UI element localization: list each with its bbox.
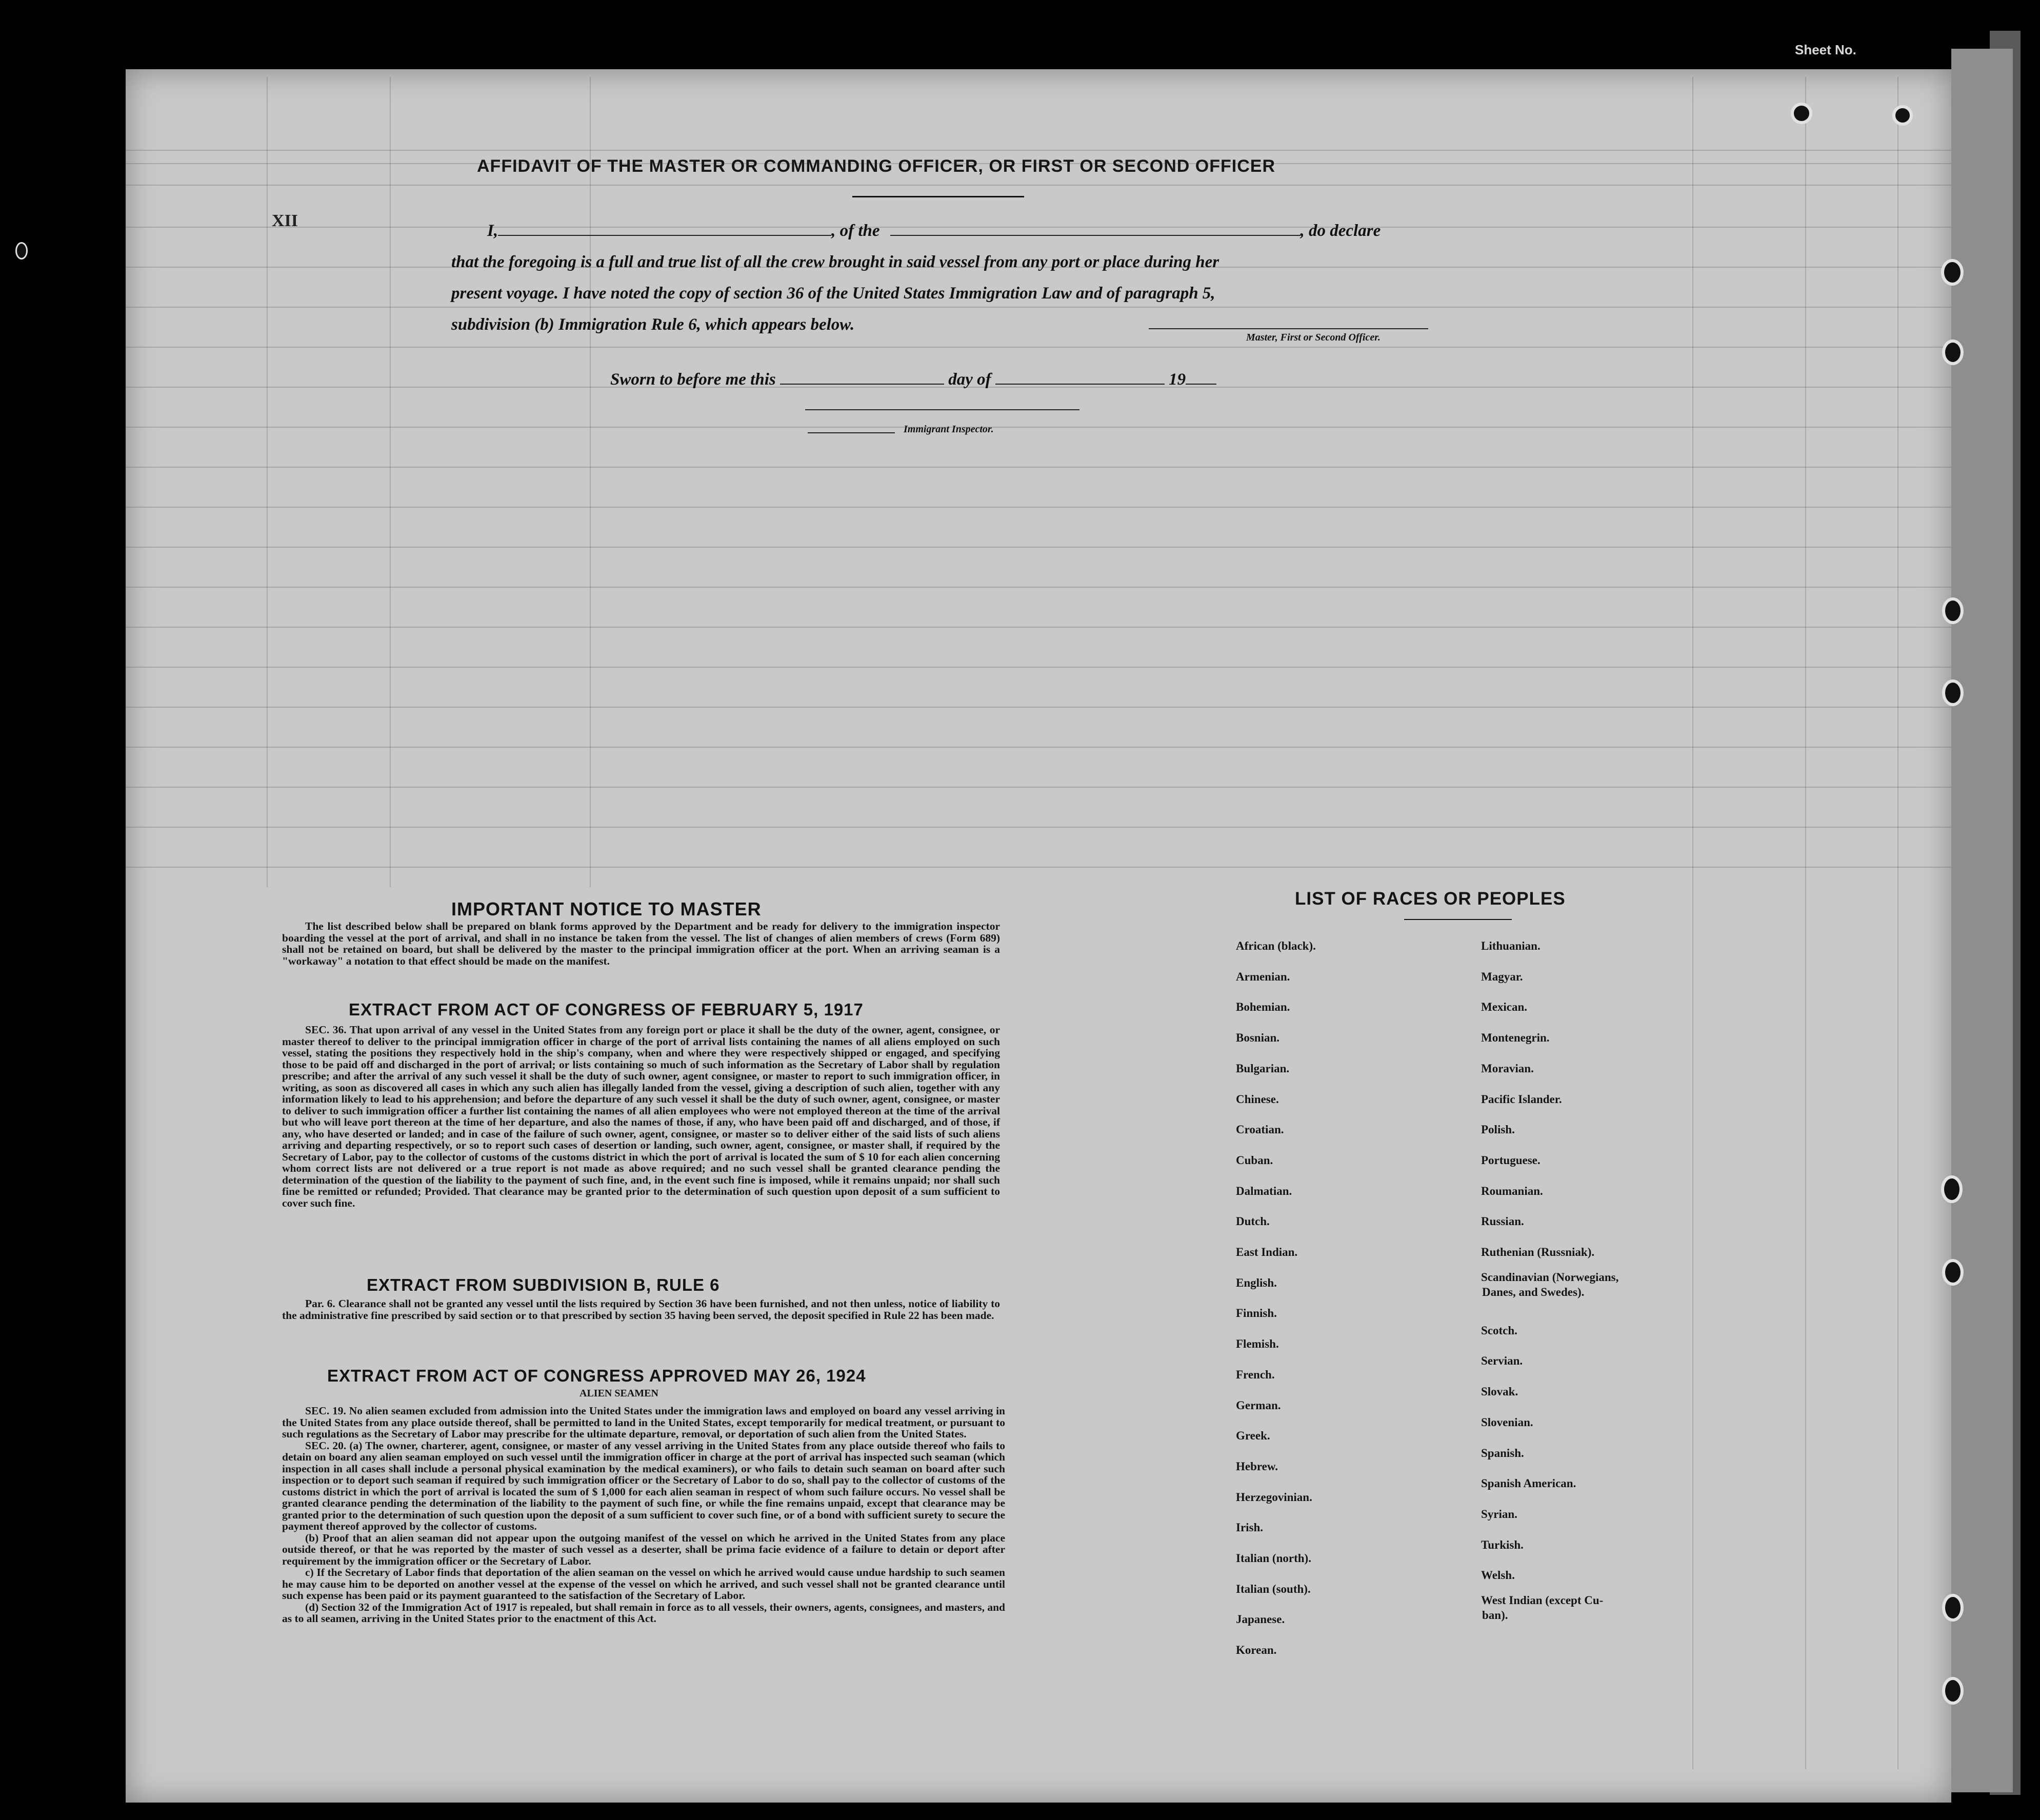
race-item: Magyar. [1481,970,1523,983]
races-right-column [1481,931,1618,1624]
race-item: Pacific Islander. [1481,1092,1562,1106]
race-item: Italian (south). [1236,1582,1311,1595]
paragraph-6-text: Par. 6. Clearance shall not be granted any vessel until the lists required by Section 36 have been furnished, and not then unless, notice of liability to the administrative fine prescribed by said section or to that prescribed by section 35 having been served, the deposit specified in Rule 22 has been made. [282,1297,1000,1322]
race-item: Polish. [1481,1123,1515,1136]
section-20c-paragraph: c) If the Secretary of Labor finds that deportation of the alien seaman on the vessel on which he arrived would cause undue hardship to such seamen he may cause him to be deported on another vessel at the expense of the vessel on which he arrived, and such vessel shall not be granted clearance until such expense has been paid or its payment guaranteed to the satisfaction of the Secretary of Labor. [282,1566,1005,1602]
punch-hole [1942,597,1964,624]
race-item: Lithuanian. [1481,939,1541,952]
bleed-through-rule [126,347,1951,348]
extract-rule6-body [282,1298,1000,1321]
punch-hole [1892,105,1913,126]
race-item: Moravian. [1481,1062,1534,1075]
sworn-day-of: day of [948,370,991,389]
notice-body [282,921,1000,967]
race-item-line: West Indian (except Cu- [1481,1594,1604,1607]
bleed-through-rule [126,507,1951,508]
affidavit-line-4: subdivision (b) Immigration Rule 6, which appears below. [451,315,855,334]
alien-seamen-subtitle: ALIEN SEAMEN [579,1388,658,1399]
punch-hole [1942,1259,1964,1286]
race-item: German. [1236,1398,1281,1412]
race-item: Roumanian. [1481,1184,1543,1197]
affidavit-title: AFFIDAVIT OF THE MASTER OR COMMANDING OFFICER, OR FIRST OR SECOND OFFICER [477,156,1275,176]
race-item: Syrian. [1481,1507,1517,1521]
race-item: Hebrew. [1236,1459,1278,1473]
race-item: English. [1236,1276,1277,1289]
sworn-statement [610,370,1216,389]
sworn-day-blank [780,373,944,385]
sheet-number-label: Sheet No. [1795,42,1856,57]
race-item: Slovak. [1481,1385,1518,1398]
section-20a-paragraph: SEC. 20. (a) The owner, charterer, agent, consignee, or master of any vessel arriving in the United States from any place outside thereof who fails to detain on board any alien seaman employed on such vessel until the immigration officer in charge at the port of arrival has inspected such seaman (which inspection in all cases shall include a personal physical examination by the medical examiners), or who fails to detain such seaman on board after such inspection or to deport such seaman if required by such immigration officer or the Secretary of Labor to do so, shall pay to the collector of customs of the customs district in which the port of arrival is located the sum of $ 1,000 for each alien seaman in respect of whom such failure occurs. No vessel shall be granted clearance pending the determination of the liability to the payment of such fine, or while the fine remains unpaid, except that clearance may be granted prior to the determination of such question upon the deposit of a sum sufficient to cover such fine, or of a bond with sufficient surety to secure the payment thereof approved by the collector of customs. [282,1439,1005,1532]
bleed-through-column-rule [1897,77,1898,1769]
punch-hole [1942,1677,1964,1705]
signature-label: Master, First or Second Officer. [1246,332,1381,343]
extract-1924-title: EXTRACT FROM ACT OF CONGRESS APPROVED MAY 26, 1924 [327,1366,866,1385]
race-item: Mexican. [1481,1001,1528,1014]
margin-handwritten-mark: XII [272,211,298,230]
bleed-through-rule [126,787,1951,788]
race-item: Dalmatian. [1236,1184,1292,1197]
race-item: Chinese. [1236,1092,1279,1106]
bleed-through-column-rule [390,77,391,887]
section-20b-paragraph: (b) Proof that an alien seaman did not appear upon the outgoing manifest of the vessel on which he arrived in the United States from any place outside thereof, or that he was reported by the master of such vessel as a deserter, shall be prima facie evidence of a failure to detain or deport after requirement by the immigration officer or the Secretary of Labor. [282,1531,1005,1567]
bleed-through-column-rule [1692,77,1693,1769]
punch-hole [1941,1175,1963,1203]
race-item-line: Danes, and Swedes). [1482,1285,1585,1298]
race-item: African (black). [1236,939,1316,952]
bleed-through-rule [126,867,1951,868]
section-20d-paragraph: (d) Section 32 of the Immigration Act of 1917 is repealed, but shall remain in force as to all vessels, their owners, agents, consignees, and masters, and as to all seamen, arriving in the United States prior to the enactment of this Act. [282,1601,1005,1625]
bleed-through-column-rule [267,77,268,887]
bleed-through-rule [126,667,1951,668]
section-36-paragraph: SEC. 36. That upon arrival of any vessel in the United States from any foreign port or place it shall be the duty of the owner, agent, consignee, or master thereof to deliver to the principal immigration officer in charge of the port of arrival lists containing the names of all aliens employed on such vessel, stating the positions they respectively hold in the ship's company, when and where they were respectively shipped or engaged, and specifying those to be paid off and discharged in the port of arrival; or lists containing so much of such information as the Secretary of Labor shall by regulation prescribe; and after the arrival of any such vessel it shall be the duty of such owner, agent consignee, or master to report to such immigration officer, in writing, as soon as discovered all cases in which any such alien has illegally landed from the vessel, giving a description of such alien, together with any information likely to lead to his apprehension; and before the departure of any such vessel it shall be the duty of such owner, agent, consignee, or master to deliver to such immigration officer a further list containing the names of all alien employees who were not employed thereon at the time of the arrival but who will leave port thereon at the time of her departure, and also the names of those, if any, who have been paid off and discharged, and of those, if any, who have deserted or landed; and in case of the failure of such owner, agent, consignee, or master so to deliver either of the said lists of such aliens arriving and departing respectively, or so to report such cases of desertion or landing, such owner, agent, consignee, or master shall, if required by the Secretary of Labor, pay to the collector of customs of the customs district in which the port of arrival is located the sum of $ 10 for each alien concerning whom correct lists are not delivered or a true report is not made as above required; and no such vessel shall be granted clearance pending the determination of the question of the liability to the payment of such fine, and, in the event such fine is imposed, while it remains unpaid; nor shall such fine be remitted or refunded; Provided. That clearance may be granted prior to the determination of such question upon deposit of a sum sufficient to cover such fine. [282,1024,1000,1209]
race-item: Italian (north). [1236,1552,1311,1565]
extract-1917-title: EXTRACT FROM ACT OF CONGRESS OF FEBRUARY 5, 1917 [349,1000,864,1019]
bleed-through-rule [126,467,1951,468]
bleed-through-rule [126,707,1951,708]
punch-hole [15,242,28,259]
race-item: Croatian. [1236,1123,1284,1136]
punch-hole [1941,259,1964,286]
race-item: Spanish American. [1481,1477,1576,1490]
bleed-through-rule [126,547,1951,548]
notice-title: IMPORTANT NOTICE TO MASTER [451,898,762,919]
sworn-year: 19 [1169,370,1186,389]
races-left-column [1236,931,1316,1666]
extract-1917-body [282,1024,1000,1209]
bleed-through-rule [126,185,1951,186]
vessel-name-blank [890,223,1301,236]
race-item: French. [1236,1368,1275,1381]
race-item: East Indian. [1236,1246,1298,1259]
race-item: Herzegovinian. [1236,1490,1312,1504]
race-item: Finnish. [1236,1307,1277,1320]
race-item-line: ban). [1482,1609,1508,1622]
underlying-page-edge [1951,49,2013,1792]
race-item: Scotch. [1481,1324,1517,1337]
affidavit-line-1 [451,215,1446,247]
punch-hole [1942,339,1964,365]
race-item: Bohemian. [1236,1001,1290,1014]
race-item: Korean. [1236,1644,1277,1657]
race-item: Welsh. [1481,1569,1515,1582]
races-title-underline [1404,919,1512,920]
race-item: Ruthenian (Russniak). [1481,1246,1595,1259]
affidavit-line-2: that the foregoing is a full and true list of all the crew brought in said vessel from any port or place during her [451,253,1219,271]
inspector-short-line [808,432,895,433]
race-item: Japanese. [1236,1613,1285,1626]
race-item [1481,1268,1618,1315]
race-item: Russian. [1481,1215,1524,1228]
bleed-through-rule [126,150,1951,151]
bleed-through-column-rule [590,77,591,887]
bleed-through-rule [126,587,1951,588]
punch-hole [1791,103,1812,124]
bleed-through-rule [126,827,1951,828]
bleed-through-rule [126,747,1951,748]
bleed-through-column-rule [1805,77,1806,1769]
notice-paragraph: The list described below shall be prepared on blank forms approved by the Department and be ready for delivery to the immigration inspector boarding the vessel at the port of arrival, and shall in no instance be taken from the vessel. The list of changes of alien members of crews (Form 689) shall not be retained on board, but shall be delivered by the master to the principal immigration officer at the port. When an arriving seaman is a "workaway" a notation to that effect should be made on the manifest. [282,920,1000,967]
bleed-through-rule [126,427,1951,428]
race-item: Bosnian. [1236,1031,1280,1045]
affidavit-i: I, [487,222,498,240]
extract-rule6-title: EXTRACT FROM SUBDIVISION B, RULE 6 [367,1275,720,1294]
race-item: Portuguese. [1481,1153,1541,1167]
race-item-line: Scandinavian (Norwegians, [1481,1270,1619,1284]
bleed-through-rule [126,627,1951,628]
title-underline [852,196,1024,197]
master-name-blank [498,223,831,236]
race-item: Greek. [1236,1429,1270,1443]
race-item: Dutch. [1236,1215,1270,1228]
race-item: Armenian. [1236,970,1290,983]
affidavit-line-3: present voyage. I have noted the copy of section 36 of the United States Immigration Law and of paragraph 5, [451,284,1215,303]
race-item [1481,1591,1618,1624]
inspector-signature-line [805,409,1079,410]
affidavit-text [451,215,1446,341]
race-item: Bulgarian. [1236,1062,1290,1075]
race-item: Cuban. [1236,1153,1273,1167]
punch-hole [1942,1594,1964,1622]
punch-hole [1942,679,1964,706]
sworn-prefix: Sworn to before me this [610,370,776,389]
signature-line [1149,328,1428,329]
race-item: Servian. [1481,1354,1523,1368]
sworn-year-blank [1186,373,1216,385]
affidavit-of-the: , of the [831,222,880,240]
race-item: Spanish. [1481,1446,1524,1459]
race-item: Turkish. [1481,1538,1524,1551]
race-item: Irish. [1236,1521,1264,1534]
race-item: Montenegrin. [1481,1031,1550,1045]
sworn-month-blank [995,373,1165,385]
race-item: Slovenian. [1481,1415,1533,1429]
inspector-label: Immigrant Inspector. [904,424,994,435]
section-19-paragraph: SEC. 19. No alien seamen excluded from admission into the United States under the immigration laws and employed on board any vessel arriving in the United States from any place outside thereof, shall be permitted to land in the United States, except temporarily for medical treatment, or pursuant to such regulations as the Secretary of Labor may prescribe for the ultimate departure, removal, or deportation of such alien from the United States. [282,1405,1005,1440]
affidavit-do-declare: , do declare [1300,222,1381,240]
races-title: LIST OF RACES OR PEOPLES [1295,889,1566,909]
race-item: Flemish. [1236,1337,1279,1351]
extract-1924-body [282,1405,1005,1625]
